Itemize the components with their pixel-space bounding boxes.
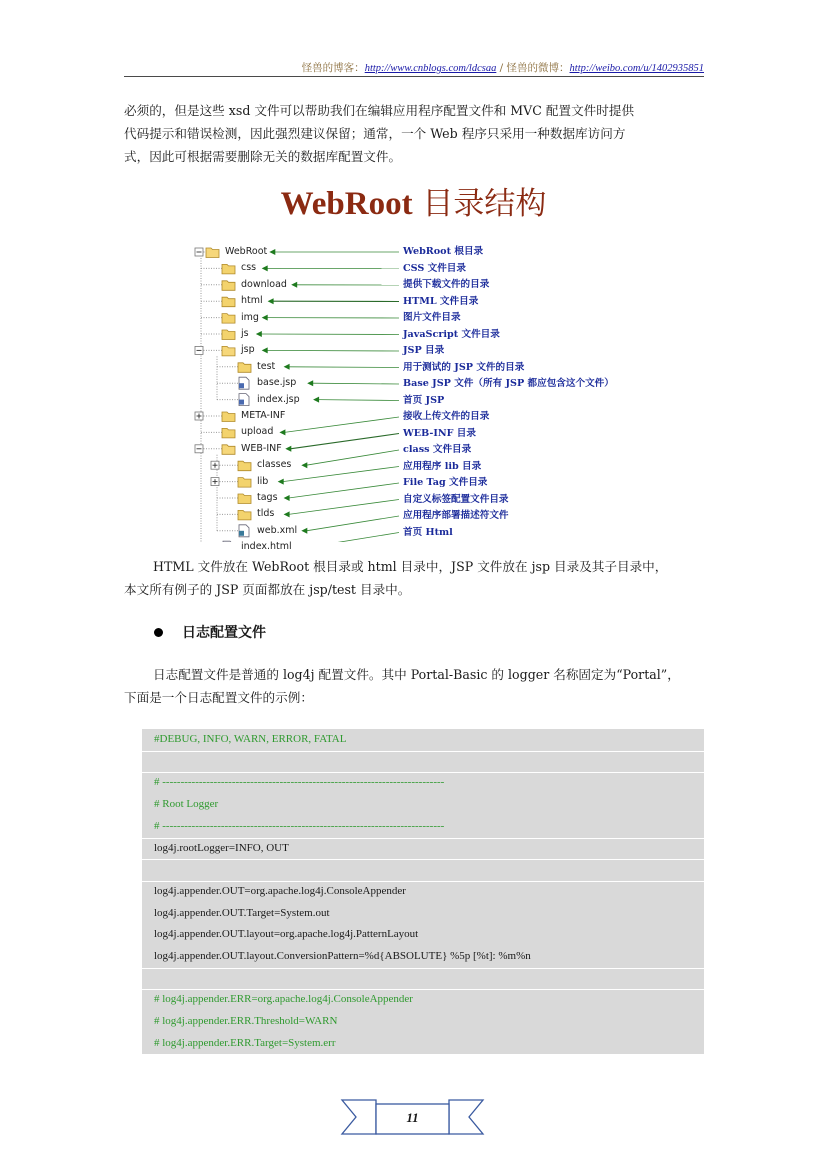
- pointer-arrow-icon: [262, 315, 268, 321]
- tree-node-description: 首页 Html: [403, 526, 453, 538]
- html-file-icon: [223, 541, 233, 542]
- code-line: # Root Logger: [154, 798, 219, 811]
- text-line: 代码提示和错误检测，因此强烈建议保留；通常，一个 Web 程序只采用一种数据库访问方: [124, 126, 626, 141]
- xml-file-icon: [239, 525, 249, 537]
- tree-node-description: JavaScript 文件目录: [403, 328, 500, 340]
- pointer-arrow-icon: [269, 249, 275, 255]
- tree-node-label: web.xml: [257, 524, 298, 536]
- pointer-arrow-icon: [291, 282, 297, 288]
- pointer-arrow-icon: [279, 429, 285, 435]
- code-line: log4j.appender.OUT.layout.ConversionPattern=%d{ABSOLUTE} %5p [%t]: %m%n: [154, 950, 531, 962]
- tree-node-label: base.jsp: [257, 377, 297, 389]
- folder-icon: [222, 412, 235, 422]
- code-line: # log4j.appender.ERR.Threshold=WARN: [154, 1015, 338, 1028]
- tree-node-description: 应用程序 lib 目录: [403, 460, 482, 472]
- code-row-separator: [142, 881, 704, 882]
- figure-title-cn: 目录结构: [412, 186, 547, 222]
- folder-icon: [238, 363, 251, 373]
- blog-link[interactable]: http://www.cnblogs.com/ldcsaa: [364, 63, 497, 74]
- header-separator: /: [496, 62, 507, 74]
- bullet-heading-text: 日志配置文件: [182, 625, 266, 641]
- tree-node-label: download: [241, 278, 287, 290]
- tree-node-description: JSP 目录: [403, 345, 445, 356]
- code-line: # log4j.appender.ERR=org.apache.log4j.ConsoleAppender: [154, 993, 413, 1006]
- code-line: log4j.appender.OUT.Target=System.out: [154, 906, 330, 919]
- page-footer: [340, 1098, 485, 1138]
- tree-node-label: js: [241, 328, 249, 339]
- tree-node-description: WEB-INF 目录: [403, 427, 476, 439]
- pointer-arrow-icon: [284, 364, 290, 370]
- pointer-arrow-icon: [278, 479, 284, 485]
- tree-node-label: css: [241, 262, 257, 274]
- html-jsp-paragraph: [124, 555, 704, 601]
- folder-icon: [222, 330, 235, 340]
- code-row-separator: [142, 989, 704, 990]
- folder-icon: [238, 494, 251, 504]
- page-header: [124, 60, 704, 75]
- tree-node-label: html: [241, 295, 263, 307]
- pointer-arrow-icon: [301, 528, 307, 534]
- folder-icon: [222, 297, 235, 307]
- page-number: 11: [406, 1110, 419, 1125]
- pointer-arrow-icon: [262, 265, 268, 271]
- folder-icon: [238, 478, 251, 488]
- tree-node-label: tlds: [257, 508, 275, 520]
- log-config-paragraph: [124, 663, 704, 709]
- code-row-separator: [142, 968, 704, 969]
- code-line: #DEBUG, INFO, WARN, ERROR, FATAL: [154, 733, 347, 745]
- intro-paragraph: [124, 99, 704, 168]
- tree-node-label: jsp: [241, 344, 255, 356]
- folder-open-icon: [222, 346, 235, 356]
- text-line: 必须的，但是这些 xsd 文件可以帮助我们在编辑应用程序配置文件和 MVC 配置文件时提供: [124, 103, 635, 118]
- tree-node-label: WebRoot: [225, 246, 268, 257]
- folder-icon: [222, 264, 235, 274]
- tree-node-description: 图片文件目录: [403, 312, 461, 323]
- tree-node-description: File Tag 文件目录: [403, 477, 488, 488]
- figure-title: [0, 178, 827, 223]
- folder-icon: [222, 281, 235, 291]
- folder-icon: [238, 510, 251, 520]
- code-row-separator: [142, 772, 704, 773]
- code-line: log4j.appender.OUT=org.apache.log4j.ConsoleAppender: [154, 884, 406, 897]
- tree-node-label: img: [241, 311, 259, 323]
- weibo-prefix: 怪兽的微博：: [506, 62, 570, 74]
- pointer-arrow-icon: [301, 462, 307, 468]
- tree-node-description: 自定义标签配置文件目录: [403, 493, 509, 505]
- tree-node-label: test: [257, 360, 276, 372]
- code-row-separator: [142, 751, 704, 752]
- pointer-arrow-icon: [262, 347, 268, 353]
- text-line: 式，因此可根据需要删除无关的数据库配置文件。: [124, 149, 402, 164]
- pointer-arrow-icon: [313, 397, 319, 403]
- tree-node-description: WebRoot 根目录: [403, 246, 484, 257]
- tree-node-description: 接收上传文件的目录: [403, 411, 490, 422]
- header-rule: [124, 76, 704, 77]
- folder-open-icon: [222, 445, 235, 455]
- tree-node-description: 首页 JSP: [403, 394, 445, 406]
- tree-node-label: WEB-INF: [241, 442, 282, 454]
- code-line: log4j.appender.OUT.layout=org.apache.log4j.PatternLayout: [154, 928, 419, 941]
- code-line: # log4j.appender.ERR.Target=System.err: [154, 1036, 336, 1049]
- tree-node-description: Base JSP 文件（所有 JSP 都应包含这个文件）: [403, 378, 614, 389]
- tree-node-label: index.jsp: [257, 393, 300, 405]
- jsp-file-icon: [239, 394, 249, 406]
- text-line: HTML 文件放在 WebRoot 根目录或 html 目录中，JSP 文件放在 jsp 目录及其子目录中，: [153, 559, 668, 574]
- tree-node-description: 提供下载文件的目录: [403, 279, 490, 290]
- code-row-separator: [142, 859, 704, 860]
- tree-node-label: classes: [257, 459, 292, 471]
- code-line: # -----------------------------------------------------------------------------: [154, 776, 445, 789]
- section-bullet-heading: [154, 622, 266, 642]
- tree-node-label: META-INF: [241, 410, 286, 421]
- tree-node-label: tags: [257, 492, 278, 503]
- tree-node-description: class 文件目录: [403, 444, 472, 455]
- code-block: [142, 729, 704, 1054]
- pointer-arrow-icon: [284, 495, 290, 501]
- tree-node-description: HTML 文件目录: [403, 295, 479, 307]
- tree-node-description: CSS 文件目录: [403, 262, 466, 274]
- tree-node-description: 应用程序部署描述符文件: [403, 510, 509, 521]
- pointer-arrow-icon: [268, 298, 274, 304]
- pointer-arrow-icon: [285, 446, 291, 452]
- code-line: log4j.rootLogger=INFO, OUT: [154, 841, 289, 854]
- pointer-arrow-icon: [307, 380, 313, 386]
- text-line: 日志配置文件是普通的 log4j 配置文件。其中 Portal-Basic 的 logger 名称固定为“Portal”，: [153, 667, 680, 682]
- jsp-file-icon: [239, 377, 249, 389]
- pointer-arrow-icon: [284, 511, 290, 517]
- directory-tree-figure: [190, 242, 630, 553]
- pointer-arrow-icon: [256, 331, 262, 337]
- folder-icon: [222, 428, 235, 438]
- tree-node-label: upload: [241, 426, 274, 438]
- tree-node-label: lib: [257, 475, 269, 487]
- code-row-separator: [142, 838, 704, 839]
- blog-prefix: 怪兽的博客：: [301, 62, 365, 74]
- figure-title-en: WebRoot: [280, 186, 413, 222]
- folder-icon: [238, 461, 251, 471]
- folder-open-icon: [206, 248, 219, 258]
- text-line: 本文所有例子的 JSP 页面都放在 jsp/test 目录中。: [124, 582, 411, 597]
- code-line: # -----------------------------------------------------------------------------: [154, 819, 445, 832]
- tree-node-description: 用于测试的 JSP 文件的目录: [403, 361, 525, 373]
- tree-node-label: index.html: [241, 541, 292, 553]
- weibo-link[interactable]: http://weibo.com/u/1402935851: [569, 63, 704, 74]
- folder-icon: [222, 314, 235, 324]
- bullet-dot-icon: [154, 628, 163, 637]
- text-line: 下面是一个日志配置文件的示例：: [124, 690, 313, 705]
